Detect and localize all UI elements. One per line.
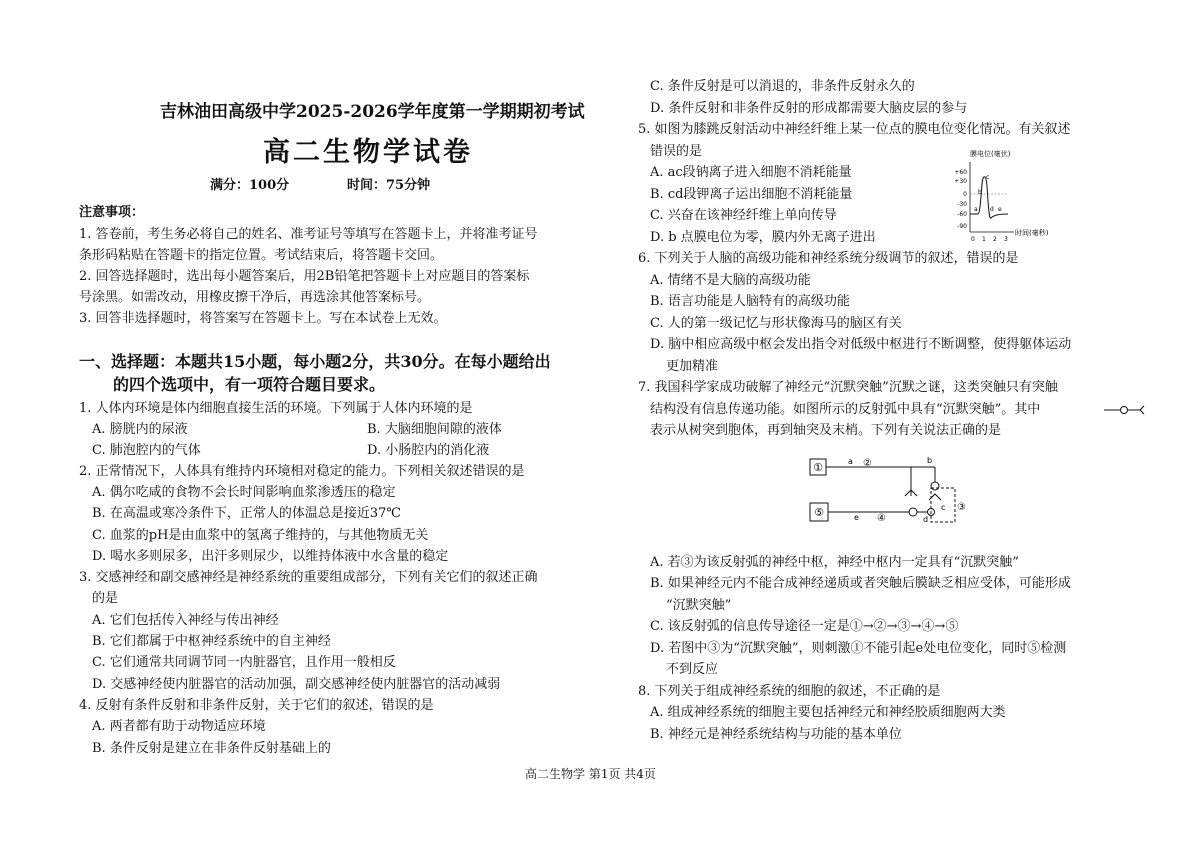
membrane-potential-figure <box>938 146 1052 242</box>
option: D. 脑中相应高级中枢会发出指令对低级中枢进行不断调整，使得躯体运动 <box>650 337 1072 352</box>
y-tick: -60 <box>957 211 967 218</box>
neuron-symbol-icon <box>1102 404 1146 416</box>
option: B. 条件反射是建立在非条件反射基础上的 <box>92 741 331 756</box>
right-column <box>600 0 1200 852</box>
section-heading: 一、选择题：本题共15小题，每小题2分，共30分。在每小题给出 <box>79 352 551 371</box>
point-label: c <box>986 174 990 181</box>
y-tick: -30 <box>957 201 967 208</box>
option: D. 条件反射和非条件反射的形成都需要大脑皮层的参与 <box>650 101 968 116</box>
x-tick: 2 <box>993 236 997 242</box>
letter-label: a <box>848 457 853 466</box>
point-label: d <box>990 206 994 213</box>
option: C. 该反射弧的信息传导途径一定是①→②→③→④→⑤ <box>650 619 959 634</box>
note-line: 条形码粘贴在答题卡的指定位置。考试结束后，将答题卡交回。 <box>79 248 444 263</box>
option: D. 喝水多则尿多，出汗多则尿少，以维持体液中水含量的稳定 <box>92 549 449 564</box>
node-label: ③ <box>957 502 966 513</box>
question-stem: 7. 我国科学家成功破解了神经元“沉默突触”沉默之谜，这类突触只有突触 <box>638 380 1058 395</box>
point-label: e <box>998 206 1002 213</box>
score-info: 满分：100分 <box>210 178 290 193</box>
option: D. b 点膜电位为零，膜内外无离子进出 <box>650 230 876 245</box>
option: A. 膀胱内的尿液 <box>92 422 188 437</box>
y-axis-label: 膜电位(毫伏) <box>970 150 1011 158</box>
section-heading: 的四个选项中，有一项符合题目要求。 <box>113 375 386 394</box>
option: B. 大脑细胞间隙的液体 <box>367 422 502 437</box>
question-stem: 4. 反射有条件反射和非条件反射，关于它们的叙述，错误的是 <box>79 698 434 713</box>
node-label: ④ <box>877 513 886 524</box>
option: “沉默突触” <box>666 598 732 613</box>
option: A. ac段钠离子进入细胞不消耗能量 <box>650 165 852 180</box>
node-label: ⑤ <box>814 506 824 519</box>
option: D. 交感神经使内脏器官的活动加强，副交感神经使内脏器官的活动减弱 <box>92 677 501 692</box>
option: 不到反应 <box>666 662 719 677</box>
option: 更加精准 <box>666 359 719 374</box>
option: A. 两者都有助于动物适应环境 <box>92 719 266 734</box>
question-stem: 表示从树突到胞体，再到轴突及末梢。下列有关说法正确的是 <box>650 423 1002 438</box>
option: C. 人的第一级记忆与形状像海马的脑区有关 <box>650 316 902 331</box>
question-stem: 错误的是 <box>650 144 703 159</box>
question-stem: 结构没有信息传递功能。如图所示的反射弧中具有“沉默突触”。其中 <box>650 402 1041 417</box>
reflex-arc-figure <box>807 450 977 540</box>
option: C. 条件反射是可以消退的，非条件反射永久的 <box>650 79 915 94</box>
exam-title: 高二生物学试卷 <box>263 137 473 168</box>
note-line: 1. 答卷前，考生务必将自己的姓名、准考证号等填写在答题卡上，并将准考证号 <box>79 227 538 242</box>
option: B. 它们都属于中枢神经系统中的自主神经 <box>92 634 331 649</box>
option: B. cd段钾离子运出细胞不消耗能量 <box>650 187 853 202</box>
node-label: ② <box>863 458 872 469</box>
option: A. 它们包括传入神经与传出神经 <box>92 613 279 628</box>
note-line: 2. 回答选择题时，选出每小题答案后，用2B铅笔把答题卡上对应题目的答案标 <box>79 269 530 284</box>
option: C. 血浆的pH是由血浆中的氢离子维持的，与其他物质无关 <box>92 528 429 543</box>
letter-label: e <box>854 513 859 522</box>
option: A. 若③为该反射弧的神经中枢，神经中枢内一定具有“沉默突触” <box>650 555 1019 570</box>
letter-label: b <box>927 456 933 465</box>
option: C. 它们通常共同调节同一内脏器官，且作用一般相反 <box>92 655 396 670</box>
option: A. 情绪不是大脑的高级功能 <box>650 273 811 288</box>
option: D. 若图中③为“沉默突触”，则刺激①不能引起e处电位变化，同时⑤检测 <box>650 641 1067 656</box>
point-label: b <box>978 189 982 196</box>
y-tick: +30 <box>954 178 967 185</box>
option: B. 神经元是神经系统结构与功能的基本单位 <box>650 727 902 742</box>
school-title: 吉林油田高级中学2025-2026学年度第一学期期初考试 <box>160 102 585 122</box>
x-tick: 0 <box>971 236 975 242</box>
question-stem: 2. 正常情况下，人体具有维持内环境相对稳定的能力。下列相关叙述错误的是 <box>79 464 525 479</box>
letter-label: d <box>923 515 929 524</box>
page-footer: 高二生物学 第1页 共4页 <box>525 767 656 781</box>
x-axis-label: 时间(毫秒) <box>1015 229 1049 237</box>
option: B. 语言功能是人脑特有的高级功能 <box>650 294 850 309</box>
x-tick: 1 <box>982 236 986 242</box>
question-stem: 5. 如图为膝跳反射活动中神经纤维上某一位点的膜电位变化情况。有关叙述 <box>638 122 1071 137</box>
question-stem: 6. 下列关于人脑的高级功能和神经系统分级调节的叙述，错误的是 <box>638 251 1019 266</box>
option: D. 小肠腔内的消化液 <box>367 443 490 458</box>
note-line: 3. 回答非选择题时，将答案写在答题卡上。写在本试卷上无效。 <box>79 311 447 326</box>
question-stem: 1. 人体内环境是体内细胞直接生活的环境。下列属于人体内环境的是 <box>79 401 473 416</box>
question-stem: 3. 交感神经和副交感神经是神经系统的重要组成部分，下列有关它们的叙述正确 <box>79 570 538 585</box>
y-tick: 0 <box>963 191 967 198</box>
y-tick: +60 <box>954 169 967 176</box>
option: C. 肺泡腔内的气体 <box>92 443 201 458</box>
x-tick: 3 <box>1004 236 1008 242</box>
option: B. 在高温或寒冷条件下，正常人的体温总是接近37℃ <box>92 506 401 521</box>
letter-label: c <box>941 503 946 512</box>
node-label: ① <box>813 461 823 474</box>
time-info: 时间：75分钟 <box>347 178 431 193</box>
note-line: 号涂黑。如需改动，用橡皮擦干净后，再选涂其他答案标号。 <box>79 290 431 305</box>
question-stem: 8. 下列关于组成神经系统的细胞的叙述，不正确的是 <box>638 684 941 699</box>
option: B. 如果神经元内不能合成神经递质或者突触后膜缺乏相应受体，可能形成 <box>650 576 1071 591</box>
notes-heading: 注意事项： <box>79 205 145 220</box>
option: A. 偶尔吃咸的食物不会长时间影响血浆渗透压的稳定 <box>92 485 396 500</box>
point-label: a <box>974 206 978 213</box>
question-stem: 的是 <box>92 591 119 606</box>
option: A. 组成神经系统的细胞主要包括神经元和神经胶质细胞两大类 <box>650 705 1006 720</box>
y-tick: -90 <box>957 223 967 230</box>
option: C. 兴奋在该神经纤维上单向传导 <box>650 208 837 223</box>
